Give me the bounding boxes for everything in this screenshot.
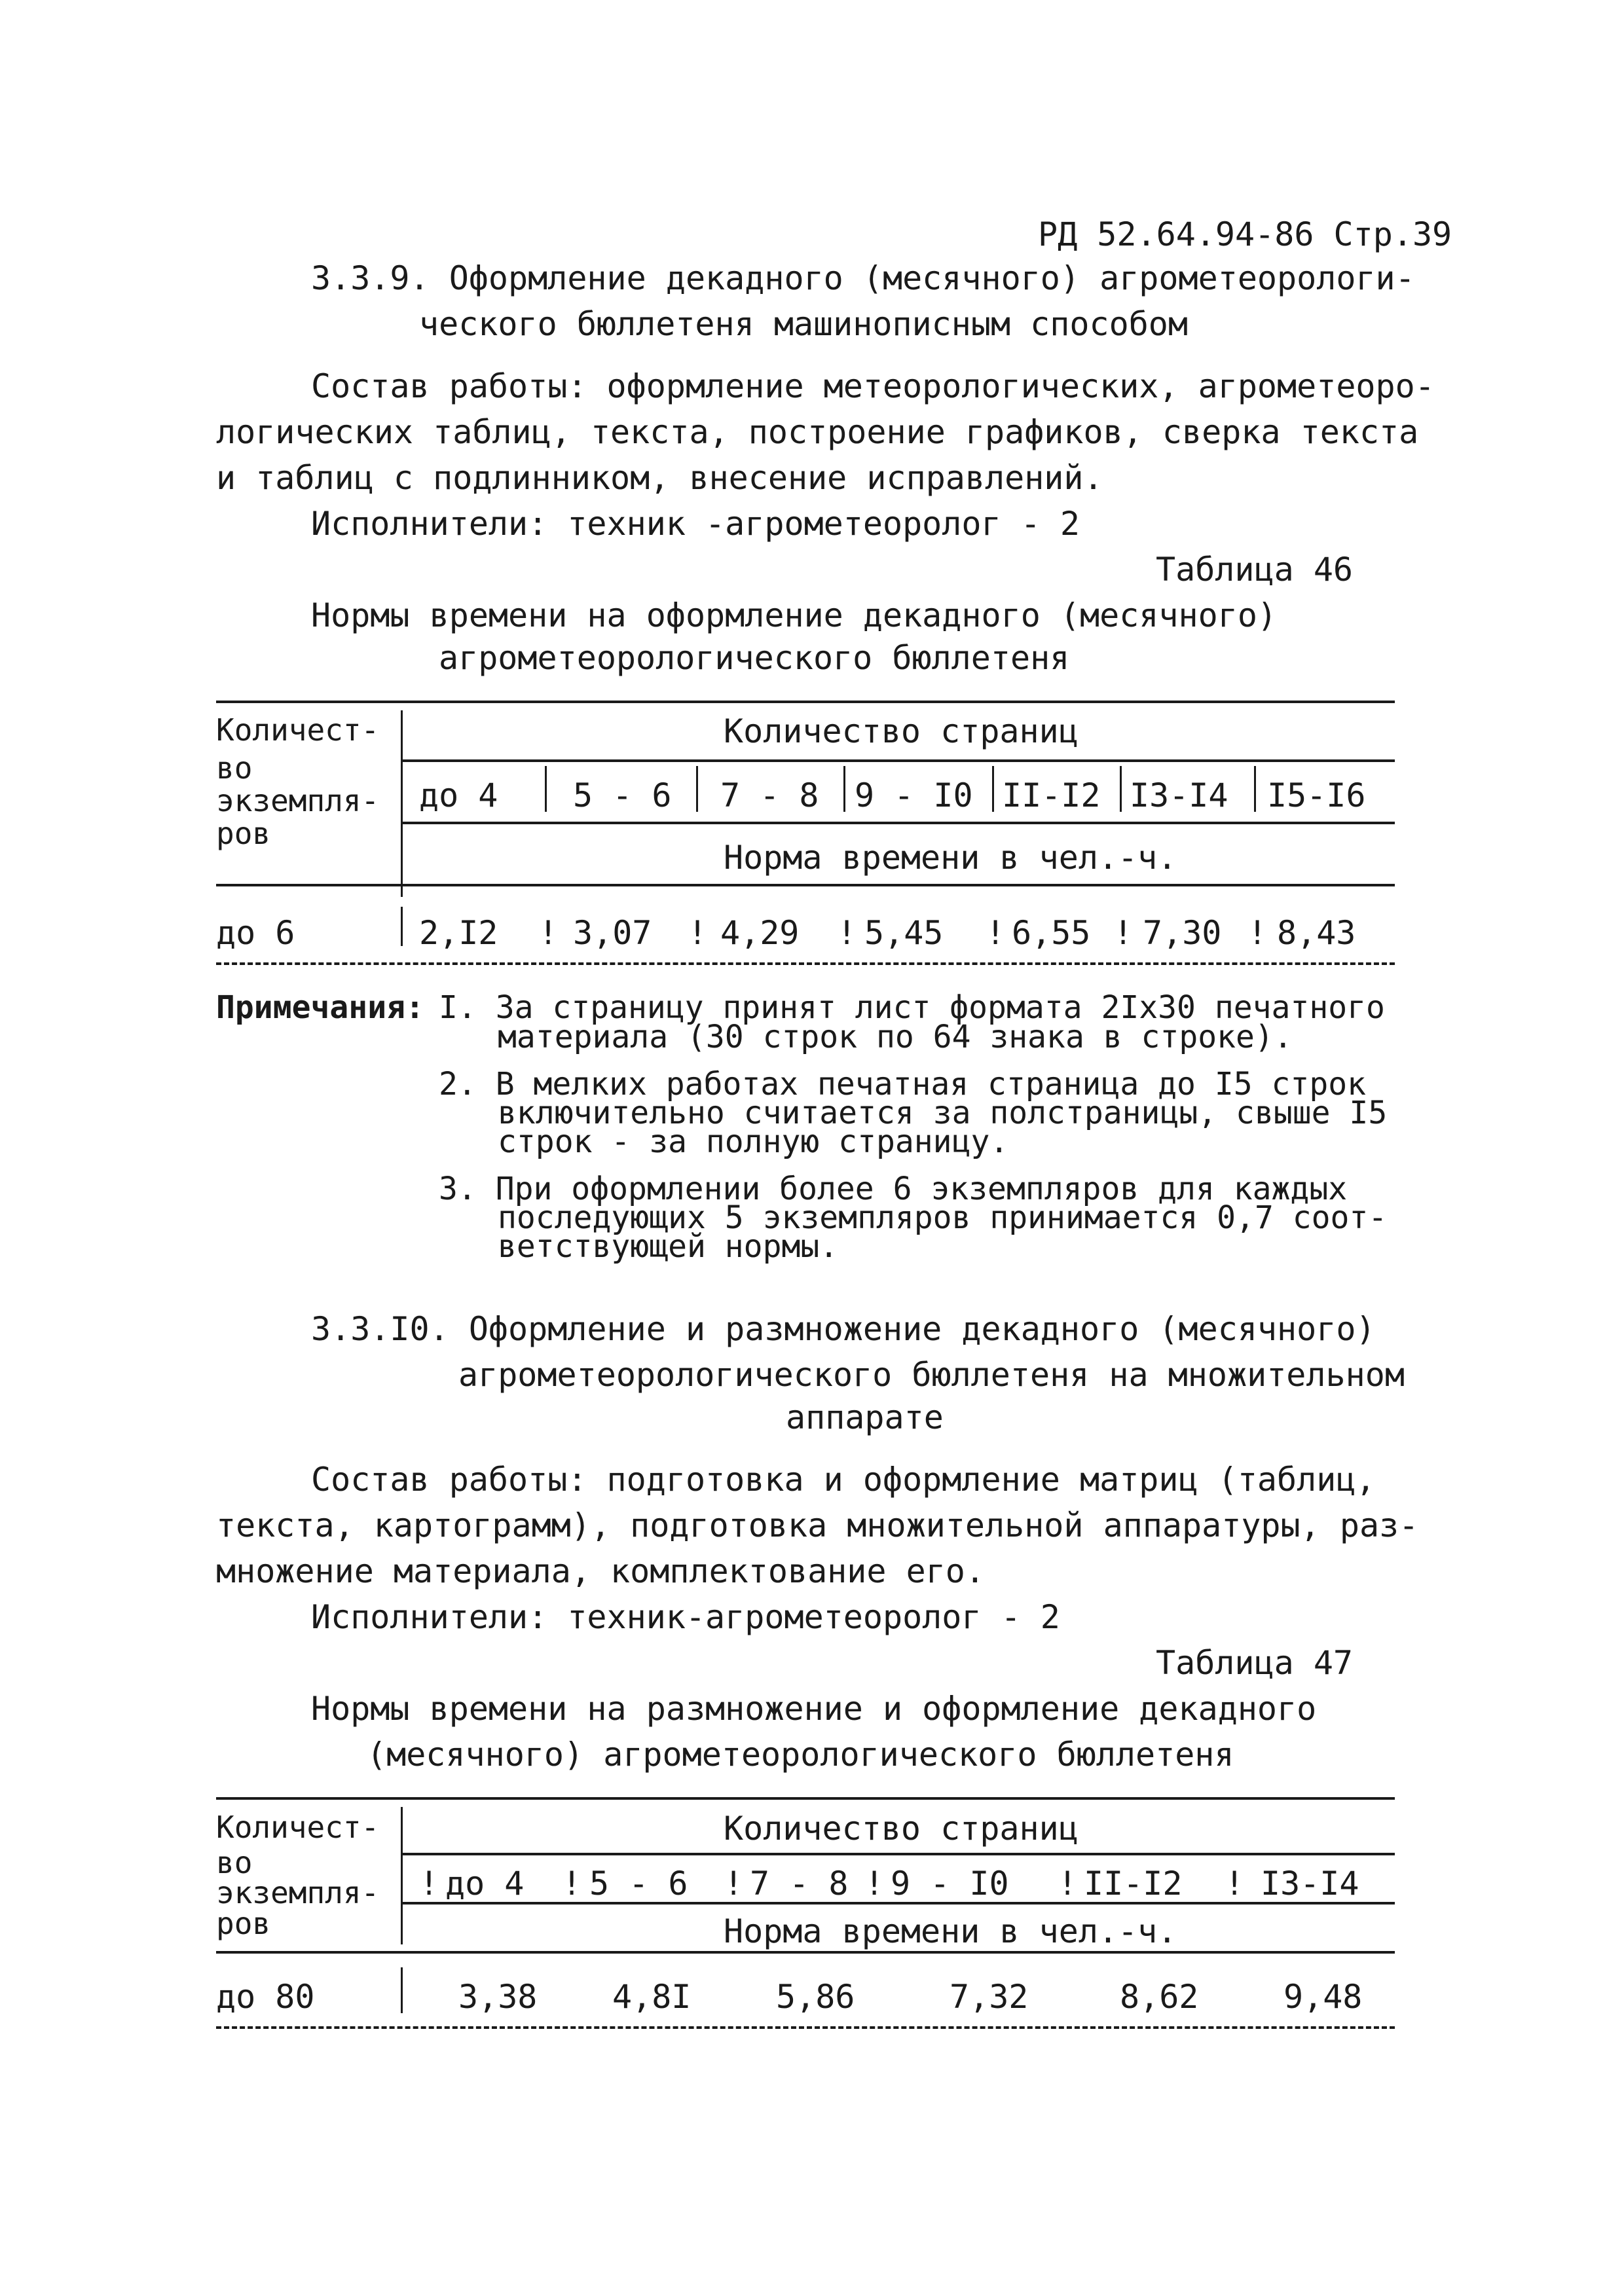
composition-line-1: Состав работы: оформление метеорологических, агрометеоро-	[311, 367, 1435, 405]
table-47-sep-mark: !	[562, 1865, 582, 1903]
table-46-col-sep	[992, 766, 994, 812]
table-46-sep-mark: !	[837, 914, 857, 952]
table-47-value-2: 4,8I	[612, 1978, 692, 2016]
table-46-col-sep	[545, 766, 547, 812]
table-46-col-6: I3-I4	[1130, 776, 1228, 814]
table-46-col-5: II-I2	[1002, 776, 1101, 814]
table-46-col-sep	[843, 766, 845, 812]
section-title-line-1: 3.3.9. Оформление декадного (месячного) агрометеорологи-	[311, 259, 1415, 297]
table-47-value-5: 8,62	[1120, 1978, 1199, 2016]
table-46-col-sep	[1254, 766, 1256, 812]
table-47-col-3: 7 - 8	[750, 1865, 849, 1903]
composition-line-3: и таблиц с подлинником, внесение исправлений.	[216, 459, 1103, 497]
table-47-col-5: II-I2	[1084, 1865, 1183, 1903]
table-46-top-rule	[216, 701, 1395, 703]
table-46-value-2: 3,07	[573, 914, 652, 952]
table-47-title-line-2: (месячного) агрометеорологического бюллетеня	[367, 1736, 1234, 1774]
table-46-col-1: до 4	[419, 776, 498, 814]
table-46-value-7: 8,43	[1277, 914, 1356, 952]
table-46-col-4: 9 - I0	[855, 776, 973, 814]
table-46-rule-4	[216, 884, 1395, 886]
section-2-title-line-1: 3.3.I0. Оформление и размножение декадного (месячного)	[311, 1310, 1376, 1348]
table-46-value-6: 7,30	[1143, 914, 1222, 952]
table-47-rowhead-4: ров	[216, 1906, 271, 1941]
page-header: РД 52.64.94-86 Стр.39	[1038, 215, 1452, 253]
table-46-value-4: 5,45	[864, 914, 944, 952]
table-46-sep-mark: !	[986, 914, 1006, 952]
executors-line: Исполнители: техник -агрометеоролог - 2	[311, 505, 1080, 543]
table-46-col-3: 7 - 8	[720, 776, 819, 814]
table-47-col-1: до 4	[445, 1865, 525, 1903]
table-46-col-sep	[696, 766, 698, 812]
section-2-executors-line: Исполнители: техник-агрометеоролог - 2	[311, 1598, 1060, 1636]
table-47-col-2: 5 - 6	[589, 1865, 688, 1903]
table-46-title-line-2: агрометеорологического бюллетеня	[439, 639, 1070, 677]
note-1-line-1: I. За страницу принят лист формата 2Iх30 печатного	[439, 989, 1385, 1026]
table-46-value-3: 4,29	[720, 914, 800, 952]
table-47-value-1: 3,38	[458, 1978, 538, 2016]
table-46-sep-mark: !	[1113, 914, 1134, 952]
table-47-value-6: 9,48	[1283, 1978, 1363, 2016]
table-47-sep-mark: !	[724, 1865, 744, 1903]
table-46-sep-mark: !	[538, 914, 559, 952]
note-3-line-3: ветствующей нормы.	[498, 1228, 839, 1265]
table-46-stub-divider-row	[401, 907, 403, 946]
section-title-line-2: ческого бюллетеня машинописным способом	[419, 305, 1188, 343]
notes-label: Примечания:	[216, 989, 424, 1026]
table-47-rule-2	[401, 1853, 1395, 1855]
note-3-line-1: 3. При оформлении более 6 экземпляров для каждых	[439, 1171, 1348, 1207]
table-47-norm-header: Норма времени в чел.-ч.	[724, 1912, 1177, 1950]
note-2-line-2: включительно считается за полстраницы, свыше I5	[498, 1095, 1388, 1131]
note-2-line-3: строк - за полную страницу.	[498, 1123, 1009, 1160]
table-46-stub-divider	[401, 710, 403, 897]
table-46-col-2: 5 - 6	[573, 776, 672, 814]
table-46-rowhead-3: экземпля-	[216, 783, 380, 818]
table-46-row-label: до 6	[216, 914, 295, 952]
table-47-col-6: I3-I4	[1261, 1865, 1359, 1903]
table-46-value-5: 6,55	[1012, 914, 1091, 952]
table-46-bottom-rule	[216, 962, 1395, 965]
table-46-value-1: 2,I2	[419, 914, 498, 952]
table-46-rule-2	[401, 759, 1395, 762]
table-46-title-line-1: Нормы времени на оформление декадного (месячного)	[311, 596, 1278, 634]
table-47-rule-4	[216, 1951, 1395, 1954]
table-46-rowhead-2: во	[216, 750, 253, 786]
table-47-rowhead-2: во	[216, 1845, 253, 1880]
note-1-line-2: материала (30 строк по 64 знака в строке).	[498, 1019, 1293, 1055]
table-46-pages-header: Количество страниц	[724, 712, 1079, 750]
table-47-rowhead-3: экземпля-	[216, 1875, 380, 1910]
table-47-top-rule	[216, 1797, 1395, 1800]
table-47-sep-mark: !	[419, 1865, 439, 1903]
table-47-value-3: 5,86	[776, 1978, 855, 2016]
table-46-rowhead-4: ров	[216, 816, 271, 851]
note-2-line-1: 2. В мелких работах печатная страница до I5 строк	[439, 1066, 1367, 1102]
table-46-rowhead-1: Количест-	[216, 712, 380, 748]
table-47-pages-header: Количество страниц	[724, 1810, 1079, 1848]
composition-line-2: логических таблиц, текста, построение графиков, сверка текста	[216, 413, 1419, 451]
table-47-sep-mark: !	[864, 1865, 885, 1903]
table-47-sep-mark: !	[1058, 1865, 1078, 1903]
table-47-title-line-1: Нормы времени на размножение и оформление декадного	[311, 1690, 1317, 1728]
table-47-sep-mark: !	[1225, 1865, 1245, 1903]
table-46-norm-header: Норма времени в чел.-ч.	[724, 839, 1177, 877]
table-47-col-4: 9 - I0	[891, 1865, 1009, 1903]
table-47-value-4: 7,32	[950, 1978, 1029, 2016]
table-46-label: Таблица 46	[1156, 551, 1354, 589]
section-2-composition-line-3: множение материала, комплектование его.	[216, 1552, 985, 1590]
section-2-title-line-2: агрометеорологического бюллетеня на множительном	[458, 1356, 1405, 1394]
table-47-rowhead-1: Количест-	[216, 1810, 380, 1845]
table-46-sep-mark: !	[688, 914, 708, 952]
table-47-stub-divider-row	[401, 1967, 403, 2013]
section-2-composition-line-2: текста, картограмм), подготовка множительной аппаратуры, раз-	[216, 1506, 1419, 1544]
table-46-col-sep	[1120, 766, 1122, 812]
table-47-rule-3	[401, 1902, 1395, 1904]
table-47-stub-divider	[401, 1807, 403, 1944]
table-46-sep-mark: !	[1247, 914, 1268, 952]
table-46-rule-3	[401, 822, 1395, 824]
table-47-label: Таблица 47	[1156, 1644, 1354, 1682]
section-2-title-line-3: аппарате	[786, 1398, 944, 1436]
note-3-line-2: последующих 5 экземпляров принимается 0,7 соот-	[498, 1199, 1388, 1236]
table-46-col-7: I5-I6	[1267, 776, 1366, 814]
table-47-row-label: до 80	[216, 1978, 315, 2016]
section-2-composition-line-1: Состав работы: подготовка и оформление матриц (таблиц,	[311, 1461, 1376, 1499]
table-47-bottom-rule	[216, 2026, 1395, 2029]
